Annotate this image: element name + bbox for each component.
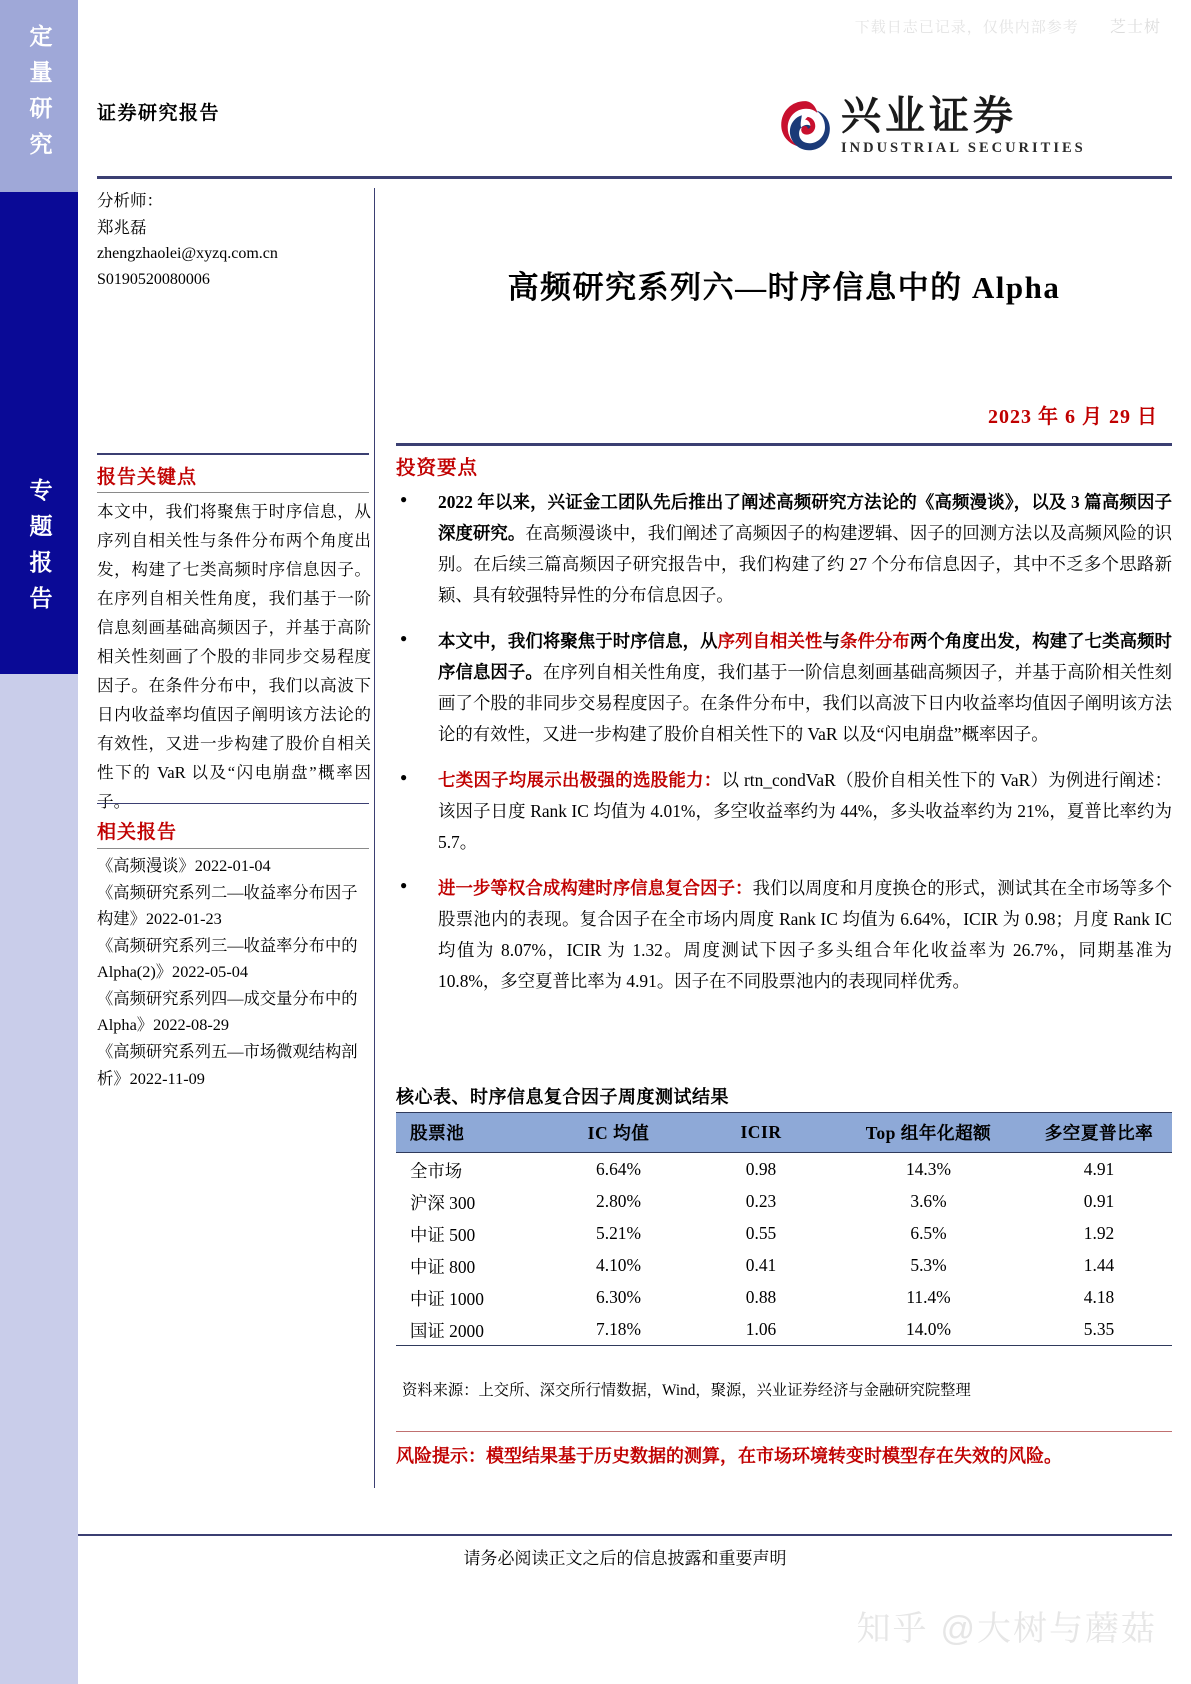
- investment-points-rule: [396, 443, 1172, 446]
- cell-icir: 0.41: [745, 1254, 777, 1275]
- cell-top-excess: 3.6%: [910, 1190, 947, 1211]
- analyst-name: 郑兆磊: [97, 217, 147, 237]
- risk-rule: [396, 1431, 1172, 1432]
- cell-ic-mean: 2.80%: [596, 1190, 641, 1211]
- zhihu-logo-text: 知乎: [856, 1610, 929, 1648]
- bullet-rest: 在序列自相关性角度，我们基于一阶信息刻画基础高频因子，并基于高阶相关性刻画了个股的非同步交易程度因子。在条件分布中，我们以高波下日内收益率均值因子阐明该方法论的有效性，又进一步构建了股价自相关性下的 VaR 以及“闪电崩盘”概率因子。: [438, 661, 1172, 744]
- analyst-license-number: S0190520080006: [97, 271, 210, 289]
- zhihu-username: @大树与蘑菇: [940, 1610, 1157, 1648]
- page-title: 高频研究系列六—时序信息中的 Alpha: [507, 270, 1061, 305]
- bullet-rest: 在高频漫谈中，我们阐述了高频因子的构建逻辑、因子的回测方法以及高频风险的识别。在后续三篇高频因子研究报告中，我们构建了约 27 个分布信息因子，其中不乏多个思路新颖、具有较强特异性的分布信息因子。: [438, 522, 1172, 605]
- related-reports-thin-rule: [97, 848, 369, 849]
- list-item: [396, 873, 1172, 997]
- investment-points-list: [396, 487, 1172, 1012]
- watermark-brand: 芝士树: [1109, 19, 1161, 36]
- cell-pool: 全市场: [410, 1160, 463, 1181]
- left-color-bar: [0, 0, 78, 1684]
- core-table-source: 资料来源：上交所、深交所行情数据，Wind，聚源，兴业证券经济与金融研究院整理: [402, 1382, 971, 1399]
- related-reports-title: 相关报告: [97, 822, 178, 843]
- list-item[interactable]: 《高频研究系列四—成交量分布中的 Alpha》2022-08-29: [97, 988, 358, 1035]
- cell-pool: 中证 800: [410, 1256, 476, 1277]
- cell-icir: 1.06: [691, 1313, 831, 1346]
- list-item: [396, 626, 1172, 750]
- table-row: [396, 1217, 1172, 1249]
- core-table: [396, 1112, 1172, 1346]
- cell-ls-sharpe: 1.92: [1083, 1222, 1115, 1243]
- table-body: [396, 1153, 1172, 1346]
- bullet-lead: 2022 年以来，兴证金工团队先后推出了阐述高频研究方法论的《高频漫谈》，以及 3 篇高频因子深度研究。: [438, 492, 1172, 543]
- key-points-rule: [97, 453, 369, 455]
- bullet-rest: 以 rtn_condVaR（股价自相关性下的 VaR）为例进行阐述：该因子日度 Rank IC 均值为 4.01%，多空收益率约为 44%，多头收益率约为 21%，夏普比率约为 5.7。: [438, 769, 1172, 852]
- analyst-block: [97, 188, 359, 293]
- sidebar-band-lavender-lower: [0, 674, 78, 1684]
- column-header-pool: 股票池: [396, 1113, 546, 1153]
- table-row: [396, 1153, 1172, 1186]
- list-item[interactable]: 《高频研究系列三—收益率分布中的 Alpha(2)》2022-05-04: [97, 935, 358, 982]
- cell-ls-sharpe: 4.91: [1083, 1158, 1115, 1179]
- cell-pool: 沪深 300: [410, 1192, 476, 1213]
- investment-points-heading: 投资要点: [396, 458, 479, 479]
- list-item: [396, 487, 1172, 611]
- cell-icir: 0.55: [745, 1222, 777, 1243]
- risk-body: 模型结果基于历史数据的测算，在市场环境转变时模型存在失效的风险。: [486, 1446, 1062, 1466]
- table-row: [396, 1281, 1172, 1313]
- report-kind-label: 证券研究报告: [97, 103, 221, 124]
- key-points-body: 本文中，我们将聚焦于时序信息，从序列自相关性与条件分布两个角度出发，构建了七类高频时序信息因子。在序列自相关性角度，我们基于一阶信息刻画基础高频因子，并基于高阶相关性刻画了个股的非同步交易程度因子。在条件分布中，我们以高波下日内收益率均值因子阐明该方法论的有效性，又进一步构建了股价自相关性下的 VaR 以及“闪电崩盘”概率因子。: [97, 502, 371, 812]
- logo-name-cn: 兴业证券: [841, 93, 1017, 138]
- table-row: [396, 1249, 1172, 1281]
- related-reports-rule: [97, 803, 369, 804]
- list-item: [396, 765, 1172, 858]
- cell-icir: 0.98: [745, 1158, 777, 1179]
- list-item[interactable]: 《高频漫谈》2022-01-04: [97, 856, 271, 875]
- bullet-lead-highlight2: 条件分布: [839, 630, 910, 651]
- footer-rule: [78, 1534, 1172, 1536]
- cell-ls-sharpe: 1.44: [1083, 1254, 1115, 1275]
- cell-ls-sharpe: 0.91: [1083, 1190, 1115, 1211]
- cell-icir: 0.88: [745, 1286, 777, 1307]
- cell-pool: 国证 2000: [396, 1313, 546, 1346]
- report-date: 2023 年 6 月 29 日: [988, 406, 1158, 428]
- cell-ls-sharpe: 4.18: [1083, 1286, 1115, 1307]
- key-points-thin-rule: [97, 492, 369, 493]
- table-row: [396, 1313, 1172, 1346]
- cell-pool: 中证 500: [410, 1224, 476, 1245]
- key-points-title: 报告关键点: [97, 467, 198, 488]
- bullet-lead: 七类因子均展示出极强的选股能力：: [438, 769, 722, 790]
- cell-ic-mean: 6.30%: [596, 1286, 641, 1307]
- bottom-watermark: [856, 1601, 1157, 1650]
- analyst-label: 分析师：: [97, 191, 163, 210]
- cell-top-excess: 14.0%: [831, 1313, 1026, 1346]
- sidebar-band-navy-upper: [0, 192, 78, 426]
- risk-label: 风险提示：: [396, 1446, 486, 1466]
- cell-icir: 0.23: [745, 1190, 777, 1211]
- footer-disclaimer: 请务必阅读正文之后的信息披露和重要声明: [463, 1549, 787, 1568]
- column-header-ls-sharpe: 多空夏普比率: [1026, 1113, 1172, 1153]
- table-row: [396, 1185, 1172, 1217]
- industrial-securities-swirl-icon: [778, 99, 832, 153]
- bullet-lead-highlight1: 序列自相关性: [717, 630, 823, 651]
- cell-ic-mean: 7.18%: [546, 1313, 691, 1346]
- bullet-lead: 进一步等权合成构建时序信息复合因子：: [438, 877, 753, 898]
- sidebar-tab-special-report-label: 专题报告: [26, 478, 52, 622]
- page-body: [78, 0, 1191, 1684]
- header-rule-right: [369, 176, 1172, 179]
- table-header-row: [396, 1113, 1172, 1153]
- sidebar-tab-special-report: [0, 426, 78, 674]
- column-header-icir: ICIR: [691, 1113, 831, 1153]
- header-rule-left: [97, 176, 369, 179]
- cell-pool: 中证 1000: [410, 1288, 484, 1309]
- bullet-rest: 我们以周度和月度换仓的形式，测试其在全市场等多个股票池内的表现。复合因子在全市场内周度 Rank IC 均值为 6.64%，ICIR 为 0.98；月度 Rank IC 均值为 8.07%，ICIR 为 1.32。周度测试下因子多头组合年化收益率为 26.7%，同期基准为 10.8%，多空夏普比率为 4.91。因子在不同股票池内的表现同样优秀。: [438, 877, 1172, 991]
- download-log-note: 下载日志已记录，仅供内部参考: [854, 19, 1079, 36]
- bullet-lead-part3: 两个角度出发，构建了七类高频时序信息因子。: [438, 630, 1172, 682]
- company-logo: [778, 93, 1086, 156]
- cell-ic-mean: 5.21%: [596, 1222, 641, 1243]
- cell-top-excess: 14.3%: [906, 1158, 951, 1179]
- bullet-lead-part1: 本文中，我们将聚焦于时序信息，从: [438, 630, 718, 651]
- logo-name-en: INDUSTRIAL SECURITIES: [841, 140, 1086, 156]
- column-header-top-excess: Top 组年化超额: [831, 1113, 1026, 1153]
- analyst-email[interactable]: zhengzhaolei@xyzq.com.cn: [97, 245, 278, 263]
- column-header-ic-mean: IC 均值: [546, 1113, 691, 1153]
- sidebar-tab-quant: [0, 0, 78, 192]
- list-item[interactable]: 《高频研究系列五—市场微观结构剖析》2022-11-09: [97, 1041, 358, 1088]
- risk-warning: [396, 1441, 1172, 1472]
- cell-ic-mean: 4.10%: [596, 1254, 641, 1275]
- sidebar-tab-quant-label: 定量研究: [26, 24, 52, 168]
- bullet-lead-part2: 与: [822, 630, 840, 651]
- related-reports-list: [97, 853, 373, 1092]
- cell-top-excess: 5.3%: [910, 1254, 947, 1275]
- core-table-caption: 核心表、时序信息复合因子周度测试结果: [396, 1087, 729, 1107]
- cell-top-excess: 11.4%: [906, 1286, 951, 1307]
- logo-wordmark: [841, 93, 1086, 156]
- cell-ic-mean: 6.64%: [596, 1158, 641, 1179]
- cell-ls-sharpe: 5.35: [1026, 1313, 1172, 1346]
- cell-top-excess: 6.5%: [910, 1222, 947, 1243]
- column-divider: [374, 188, 375, 1488]
- list-item[interactable]: 《高频研究系列二—收益率分布因子构建》2022-01-23: [97, 882, 358, 929]
